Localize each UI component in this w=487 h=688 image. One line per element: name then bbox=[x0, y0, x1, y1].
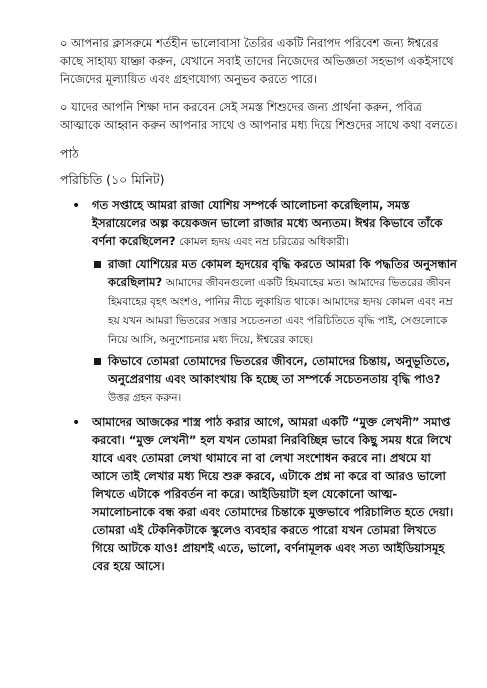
lesson-heading: পাঠ bbox=[60, 146, 79, 161]
answer-text: কোমল হৃদয় এবং নম্র চরিত্রের অধিকারী। bbox=[179, 236, 349, 248]
question-text: রাজা যোশিয়ের মত কোমল হৃদয়ের বৃদ্ধি করতে আমরা কি পদ্ধতির অনুসন্ধান করেছিলাম? bbox=[108, 257, 457, 289]
bullet-dot-icon: • bbox=[72, 198, 81, 214]
bullet-dot-icon: • bbox=[72, 415, 81, 431]
discussion-item-2 bbox=[60, 413, 460, 575]
discussion-list bbox=[60, 196, 460, 575]
question-text: গত সপ্তাহে আমরা রাজা যোশিয় সম্পর্কে আলোচনা করেছিলাম, সমস্ত ইসরায়েলের অল্প কয়েকজন ভালো রাজার মধ্যে অন্যতম। ঈশ্বর কিভাবে তাঁকে বর্ণনা করেছিলেন? bbox=[92, 198, 443, 248]
sub-question-1 bbox=[92, 255, 460, 349]
prayer-paragraph-1: ০ আপনার ক্লাসরুমে শর্তহীন ভালোবাসা তৈরির একটি নিরাপদ পরিবেশ জন্য ঈশ্বরের কাছে সাহায্য যাচ্ঞা করুন, যেখানে সবাই তাদের নিজেদের অভিজ্ঞতা সহভাগ একইসাথে নিজেদের মূল্যায়িত এবং গ্রহণযোগ্য অনুভব করতে পারে। bbox=[60, 36, 454, 86]
answer-text: উত্তর গ্রহন করুন। bbox=[108, 392, 182, 404]
discussion-item-2-text bbox=[92, 413, 460, 575]
discussion-item-1 bbox=[60, 196, 460, 407]
sub-question-2-text bbox=[108, 352, 460, 407]
instruction-text: আমাদের আজকের শাস্ত্র পাঠ করার আগে, আমরা একটি “মুক্ত লেখনী” সমাপ্ত করবো। “মুক্ত লেখনী” হল যখন তোমরা নিরবিচ্ছিন্ন ভাবে কিছু সময় ধরে লিখে যাবে এবং তোমরা লেখা থামাবে না বা লেখা সংশোধন করবে না। প্রথমে যা আসে তাই লেখার মধ্য দিয়ে শুরু করবে, এটাকে প্রশ্ন না করে বা আরও ভালো লিখতে এটাকে পরিবর্তন না করে। আইডিয়াটা হল যেকোনো আত্ম-সমালোচনাকে বন্ধ করা এবং তোমাদের চিন্তাকে মুক্তভাবে পরিচালিত হতে দেয়া। তোমরা এই টেকনিকটাকে স্কুলেও ব্যবহার করতে পারো যখন তোমরা লিখতে গিয়ে আটকে যাও! প্রায়শই এতে, ভালো, বর্ণনামূলক এবং সত্য আইডিয়াসমূহ বের হয়ে আসে। bbox=[92, 415, 454, 573]
prayer-paragraph-2: ০ যাদের আপনি শিক্ষা দান করবেন সেই সমস্ত শিশুদের জন্য প্রার্থনা করুন, পবিত্র আত্মাকে আহ্বান করুন আপনার সাথে ও আপনার মধ্য দিয়ে শিশুদের সাথে কথা বলতে। bbox=[60, 100, 458, 132]
intro-heading: পরিচিতি (১০ মিনিট) bbox=[60, 172, 165, 187]
square-bullet-icon bbox=[94, 261, 101, 268]
answer-text: আমাদের জীবনগুলো একটি হিমবাহের মত। আমাদের ভিতরের জীবন হিমবাহের বৃহৎ অংশও, পানির নীচে লুকায়িত থাকে। আমাদের হৃদয় কোমল এবং নম্র হয় যখন আমরা ভিতরের সত্তার সচেতনতা এবং পরিচিতিতে বৃদ্ধি পাই, সেগুলোকে নিয়ে আসি, অনুশোচনার মধ্য দিয়ে, ঈশ্বরের কাছে। bbox=[108, 277, 453, 346]
discussion-item-1-text bbox=[92, 196, 460, 251]
sub-question-list bbox=[92, 255, 460, 407]
sub-question-1-text bbox=[108, 255, 460, 349]
sub-question-2 bbox=[92, 352, 460, 407]
question-text: কিভাবে তোমরা তোমাদের ভিতরের জীবনে, তোমাদের চিন্তায়, অনুভূতিতে, অনুপ্রেরণায় এবং আকাংখায় কি হচ্ছে তা সম্পর্কে সচেতনতায় বৃদ্ধি পাও? bbox=[108, 354, 451, 386]
square-bullet-icon bbox=[94, 358, 101, 365]
document-page bbox=[60, 34, 460, 575]
